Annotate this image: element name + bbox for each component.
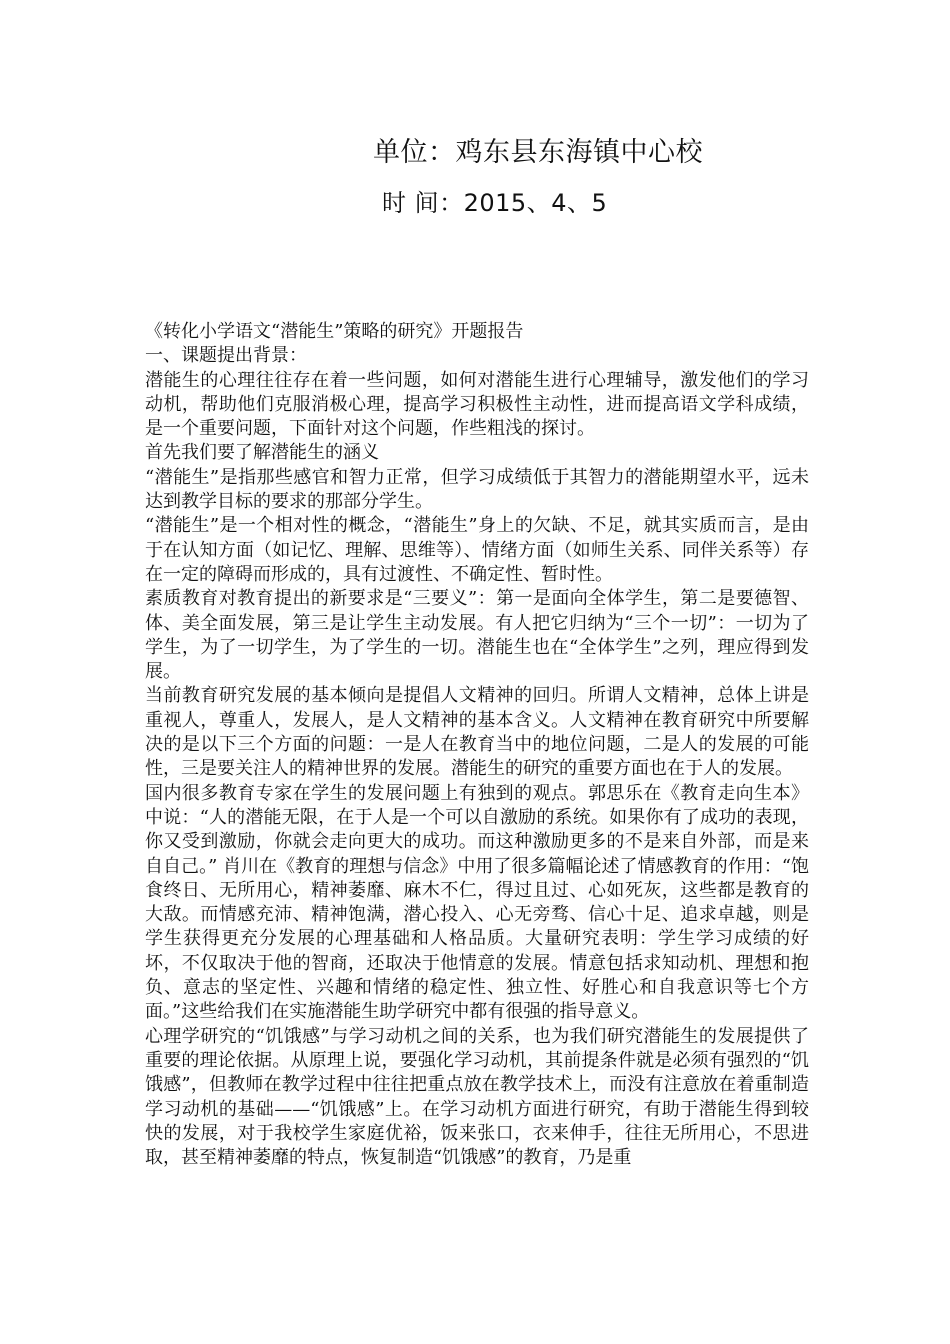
paragraph: 国内很多教育专家在学生的发展问题上有独到的观点。郭思乐在《教育走向生本》中说：“人的潜能无限，在于人是一个可以自激励的系统。如果你有了成功的表现，你又受到激励，你就会走向更大的成功。而这种激励更多的不是来自外部，而是来自自己。” 肖川在《教育的理想与信念》中用了很多篇幅论述了情感教育的作用：“饱食终日、无所用心，精神萎靡、麻木不仁，得过且过、心如死灰，这些都是教育的大敌。而情感充沛、精神饱满，潜心投入、心无旁骛、信心十足、追求卓越，则是学生获得更充分发展的心理基础和人格品质。大量研究表明：学生学习成绩的好坏，不仅取决于他的智商，还取决于他情意的发展。情意包括求知动机、理想和抱负、意志的坚定性、兴趣和情绪的稳定性、独立性、好胜心和自我意识等七个方面。”这些给我们在实施潜能生助学研究中都有很强的指导意义。 bbox=[145, 782, 809, 1023]
paragraph: 潜能生的心理往往存在着一些问题，如何对潜能生进行心理辅导，激发他们的学习动机，帮助他们克服消极心理，提高学习积极性主动性，进而提高语文学科成绩，是一个重要问题，下面针对这个问题，作些粗浅的探讨。 bbox=[145, 369, 809, 440]
paragraph: “潜能生”是指那些感官和智力正常，但学习成绩低于其智力的潜能期望水平，远未达到教学目标的要求的那部分学生。 bbox=[145, 466, 809, 513]
unit-line: 单位：鸡东县东海镇中心校 bbox=[373, 137, 703, 168]
paragraph: 首先我们要了解潜能生的涵义 bbox=[145, 442, 379, 464]
report-body bbox=[145, 320, 809, 1170]
paragraph: “潜能生”是一个相对性的概念，“潜能生”身上的欠缺、不足，就其实质而言，是由于在认知方面（如记忆、理解、思维等）、情绪方面（如师生关系、同伴关系等）存在一定的障碍而形成的，具有过渡性、不确定性、暂时性。 bbox=[145, 515, 809, 585]
paragraph: 心理学研究的“饥饿感”与学习动机之间的关系，也为我们研究潜能生的发展提供了重要的理论依据。从原理上说，要强化学习动机，其前提条件就是必须有强烈的“饥饿感”，但教师在教学过程中往往把重点放在教学技术上，而没有注意放在着重制造学习动机的基础——“饥饿感”上。在学习动机方面进行研究，有助于潜能生得到较快的发展，对于我校学生家庭优裕，饭来张口，衣来伸手，往往无所用心，不思进取，甚至精神萎靡的特点，恢复制造“饥饿感”的教育，乃是重 bbox=[145, 1025, 809, 1169]
date-line: 时 间：2015、4、5 bbox=[382, 189, 608, 217]
paragraph: 当前教育研究发展的基本倾向是提倡人文精神的回归。所谓人文精神，总体上讲是重视人，尊重人，发展人，是人文精神的基本含义。人文精神在教育研究中所要解决的是以下三个方面的问题：一是人在教育当中的地位问题，二是人的发展的可能性，三是要关注人的精神世界的发展。潜能生的研究的重要方面也在于人的发展。 bbox=[145, 685, 809, 780]
report-title: 《转化小学语文“潜能生”策略的研究》开题报告 bbox=[145, 321, 524, 342]
section-heading: 一、课题提出背景： bbox=[145, 345, 307, 367]
paragraph: 素质教育对教育提出的新要求是“三要义”：第一是面向全体学生，第二是要德智、体、美全面发展，第三是让学生主动发展。有人把它归纳为“三个一切”：一切为了学生，为了一切学生，为了学生的一切。潜能生也在“全体学生”之列，理应得到发展。 bbox=[145, 588, 809, 683]
